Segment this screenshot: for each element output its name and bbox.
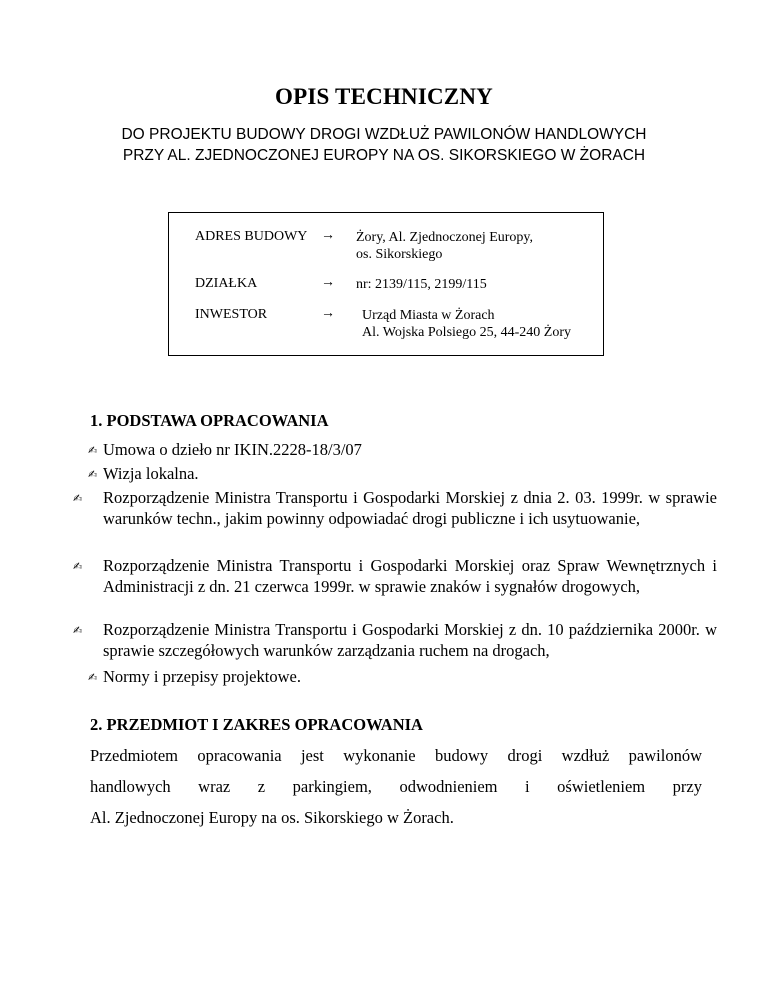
info-label: DZIAŁKA: [195, 276, 258, 291]
project-info-box: [168, 212, 604, 356]
writing-hand-icon: ✍: [88, 671, 98, 684]
paragraph-line: Al. Zjednoczonej Europy na os. Sikorskiego w Żorach.: [90, 808, 454, 827]
section-heading-1: 1. PODSTAWA OPRACOWANIA: [90, 411, 329, 430]
info-value-line: Żory, Al. Zjednoczonej Europy,: [356, 230, 534, 245]
info-value: [356, 229, 533, 263]
writing-hand-icon: ✍: [88, 444, 98, 457]
arrow-right-icon: →: [321, 275, 335, 290]
writing-hand-icon: ✍: [73, 560, 83, 573]
list-item-text: Rozporządzenie Ministra Transportu i Gospodarki Morskiej z dnia 2. 03. 1999r. w sprawie warunków techn., jakim powinny odpowiadać drogi publiczne i ich usytuowanie,: [103, 488, 717, 528]
list-item-text: Normy i przepisy projektowe.: [103, 667, 301, 686]
document-subtitle: [0, 124, 768, 166]
info-label: ADRES BUDOWY: [195, 229, 308, 244]
paragraph-line: Przedmiotem opracowania jest wykonanie budowy drogi wzdłuż pawilonów: [90, 746, 702, 765]
info-value: [362, 307, 571, 341]
arrow-right-icon: →: [321, 228, 335, 243]
list-item: [73, 556, 717, 597]
subtitle-line-2: PRZY AL. ZJEDNOCZONEJ EUROPY NA OS. SIKORSKIEGO W ŻORACH: [122, 147, 646, 164]
arrow-right-icon: →: [321, 306, 335, 321]
writing-hand-icon: ✍: [73, 624, 83, 637]
list-item-text: Rozporządzenie Ministra Transportu i Gospodarki Morskiej oraz Spraw Wewnętrznych i Administracji z dn. 21 czerwca 1999r. w sprawie znaków i sygnałów drogowych,: [103, 556, 717, 596]
writing-hand-icon: ✍: [88, 468, 98, 481]
list-item: [73, 488, 717, 529]
subtitle-line-1: DO PROJEKTU BUDOWY DROGI WZDŁUŻ PAWILONÓW HANDLOWYCH: [121, 126, 647, 143]
section-heading-2: 2. PRZEDMIOT I ZAKRES OPRACOWANIA: [90, 715, 423, 734]
list-item: [88, 440, 702, 461]
list-item: [73, 620, 717, 661]
writing-hand-icon: ✍: [73, 492, 83, 505]
info-label: INWESTOR: [195, 307, 268, 322]
list-item-text: Rozporządzenie Ministra Transportu i Gospodarki Morskiej z dn. 10 października 2000r. w sprawie szczegółowych warunków zarządzania ruchem na drogach,: [103, 620, 717, 660]
info-value-line: os. Sikorskiego: [356, 247, 443, 262]
info-value-line: Al. Wojska Polsiego 25, 44-240 Żory: [362, 325, 571, 340]
info-value: nr: 2139/115, 2199/115: [356, 277, 487, 292]
list-item-text: Umowa o dzieło nr IKIN.2228-18/3/07: [103, 440, 362, 459]
list-item: [88, 667, 702, 688]
section-2-paragraph: [90, 740, 702, 833]
paragraph-line: handlowych wraz z parkingiem, odwodnieniem i oświetleniem przy: [90, 777, 702, 796]
info-value-line: Urząd Miasta w Żorach: [362, 308, 495, 323]
document-title: OPIS TECHNICZNY: [275, 84, 493, 109]
list-item-text: Wizja lokalna.: [103, 464, 199, 483]
list-item: [88, 464, 702, 485]
